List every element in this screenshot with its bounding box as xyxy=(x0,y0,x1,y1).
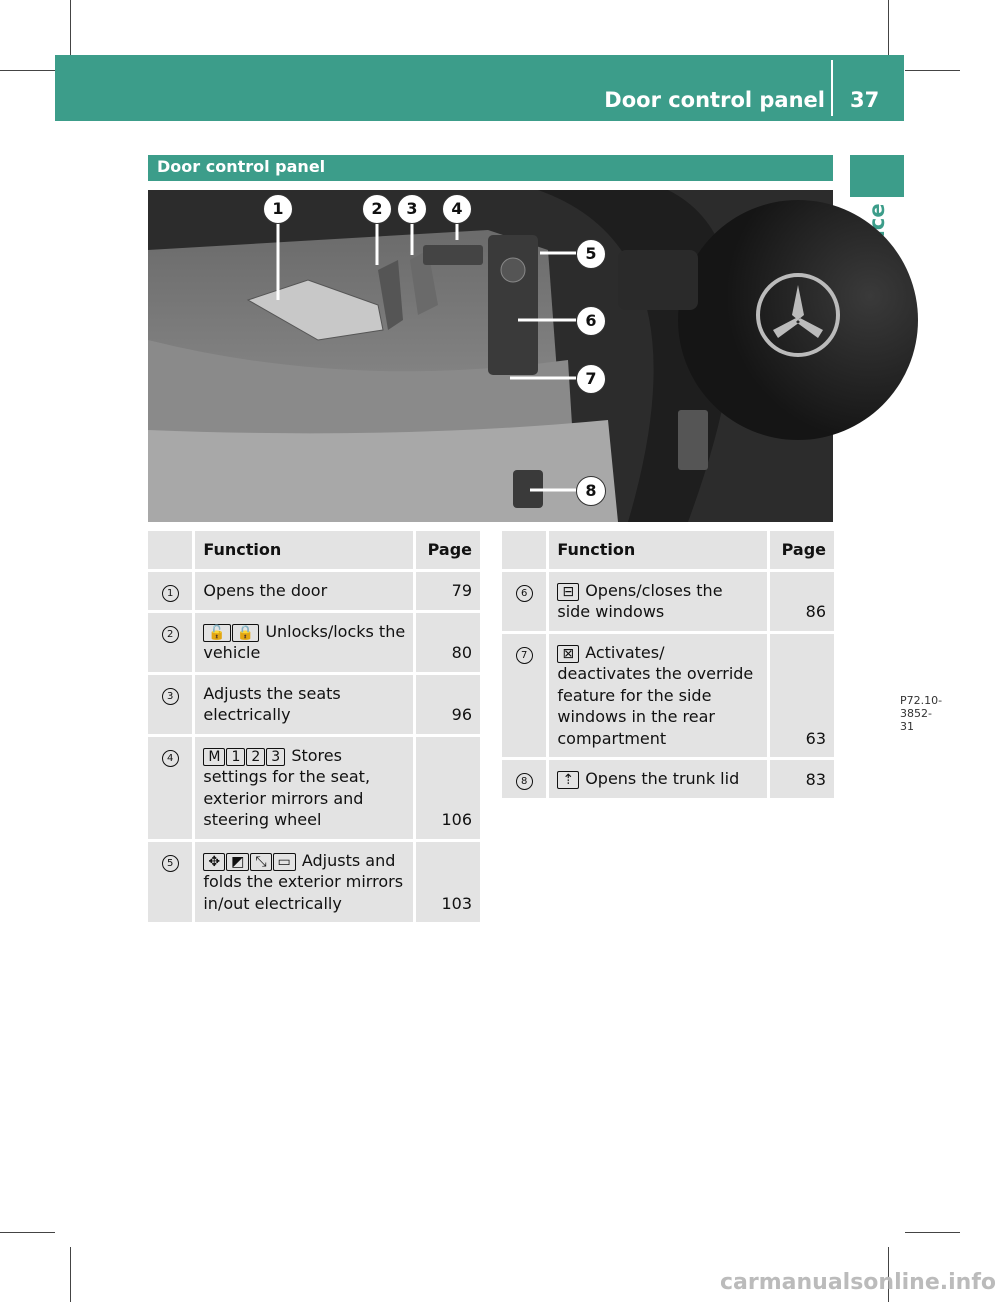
number-circle-icon: 1 xyxy=(162,585,179,602)
table-row xyxy=(502,572,834,631)
side-tab xyxy=(850,155,904,197)
page-number: 37 xyxy=(850,88,880,112)
number-circle-icon: 5 xyxy=(162,855,179,872)
callout-3: 3 xyxy=(397,194,427,224)
number-circle-icon: 8 xyxy=(516,773,533,790)
button-symbol-icon: ⊠ xyxy=(557,645,579,663)
page-ref: 83 xyxy=(770,760,834,798)
table-header-page: Page xyxy=(770,531,834,569)
function-text: Stores settings for the seat, exterior mirrors and steering wheel xyxy=(203,745,371,829)
row-function xyxy=(195,737,416,839)
page-ref: 79 xyxy=(416,572,480,610)
row-number xyxy=(148,842,195,923)
table-row xyxy=(148,842,480,923)
row-number xyxy=(148,572,195,610)
button-symbol-icon: ✥ xyxy=(203,853,225,871)
page-ref: 80 xyxy=(416,613,480,672)
table-header-row xyxy=(502,531,834,569)
table-header-num xyxy=(148,531,195,569)
function-text: Unlocks/locks the vehicle xyxy=(203,621,406,662)
button-symbol-icon: 🔒 xyxy=(232,624,259,642)
function-text: Opens the trunk lid xyxy=(585,769,740,788)
table-row xyxy=(502,760,834,798)
button-symbol-icon: ◩ xyxy=(226,853,249,871)
page-ref: 103 xyxy=(416,842,480,923)
header-title: Door control panel xyxy=(604,88,825,112)
button-symbol-icon: ▭ xyxy=(273,853,296,871)
table-header-num xyxy=(502,531,549,569)
row-number xyxy=(148,613,195,672)
function-text: Opens/closes the side windows xyxy=(557,580,723,621)
table-header-function: Function xyxy=(549,531,770,569)
callout-4: 4 xyxy=(442,194,472,224)
row-number xyxy=(502,572,549,631)
crop-mark xyxy=(905,1232,960,1233)
row-function xyxy=(195,613,416,672)
crop-mark xyxy=(905,70,960,71)
row-number xyxy=(502,634,549,758)
row-function xyxy=(549,572,770,631)
row-function xyxy=(549,634,770,758)
crop-mark xyxy=(70,1247,71,1302)
footer-watermark: carmanualsonline.info xyxy=(720,1270,996,1295)
page-ref: 96 xyxy=(416,675,480,734)
callout-8: 8 xyxy=(576,476,606,506)
table-row xyxy=(148,572,480,610)
number-circle-icon: 3 xyxy=(162,688,179,705)
table-header-function: Function xyxy=(195,531,416,569)
row-function xyxy=(549,760,770,798)
photo-code: P72.10-3852-31 xyxy=(900,694,943,733)
button-symbol-icon: M xyxy=(203,748,225,766)
button-symbol-icon: 🔓 xyxy=(203,624,230,642)
row-number xyxy=(148,675,195,734)
callout-2: 2 xyxy=(362,194,392,224)
table-header-page: Page xyxy=(416,531,480,569)
crop-mark xyxy=(0,1232,55,1233)
number-circle-icon: 6 xyxy=(516,585,533,602)
table-row xyxy=(502,634,834,758)
row-function xyxy=(195,572,416,610)
table-header-row xyxy=(148,531,480,569)
number-circle-icon: 2 xyxy=(162,626,179,643)
callout-1: 1 xyxy=(263,194,293,224)
door-panel-illustration xyxy=(148,190,833,522)
button-symbol-icon: 1 xyxy=(226,748,245,766)
table-row xyxy=(148,737,480,839)
button-symbol-icon: 2 xyxy=(246,748,265,766)
callout-5: 5 xyxy=(576,239,606,269)
function-text: Adjusts and folds the exterior mirrors in/out electrically xyxy=(203,850,404,913)
callout-7: 7 xyxy=(576,364,606,394)
row-number xyxy=(502,760,549,798)
function-text: Activates/ deactivates the override feature for the side windows in the rear compartment xyxy=(557,642,754,748)
section-title: Door control panel xyxy=(157,157,326,176)
header-separator xyxy=(831,60,833,116)
row-function xyxy=(195,675,416,734)
page-ref: 106 xyxy=(416,737,480,839)
crop-mark xyxy=(0,70,55,71)
button-symbol-icon: 3 xyxy=(266,748,285,766)
crop-mark xyxy=(888,0,889,55)
row-function xyxy=(195,842,416,923)
function-table-left xyxy=(148,528,480,925)
callout-6: 6 xyxy=(576,306,606,336)
function-text: Adjusts the seats electrically xyxy=(203,683,341,724)
table-row xyxy=(148,613,480,672)
page-ref: 63 xyxy=(770,634,834,758)
crop-mark xyxy=(70,0,71,55)
number-circle-icon: 7 xyxy=(516,647,533,664)
row-number xyxy=(148,737,195,839)
number-circle-icon: 4 xyxy=(162,750,179,767)
table-row xyxy=(148,675,480,734)
function-table-right xyxy=(502,528,834,801)
button-symbol-icon: ⇡ xyxy=(557,771,579,789)
function-text: Opens the door xyxy=(203,580,328,600)
button-symbol-icon: ⊟ xyxy=(557,583,579,601)
page-ref: 86 xyxy=(770,572,834,631)
button-symbol-icon: ⤡ xyxy=(250,853,271,871)
